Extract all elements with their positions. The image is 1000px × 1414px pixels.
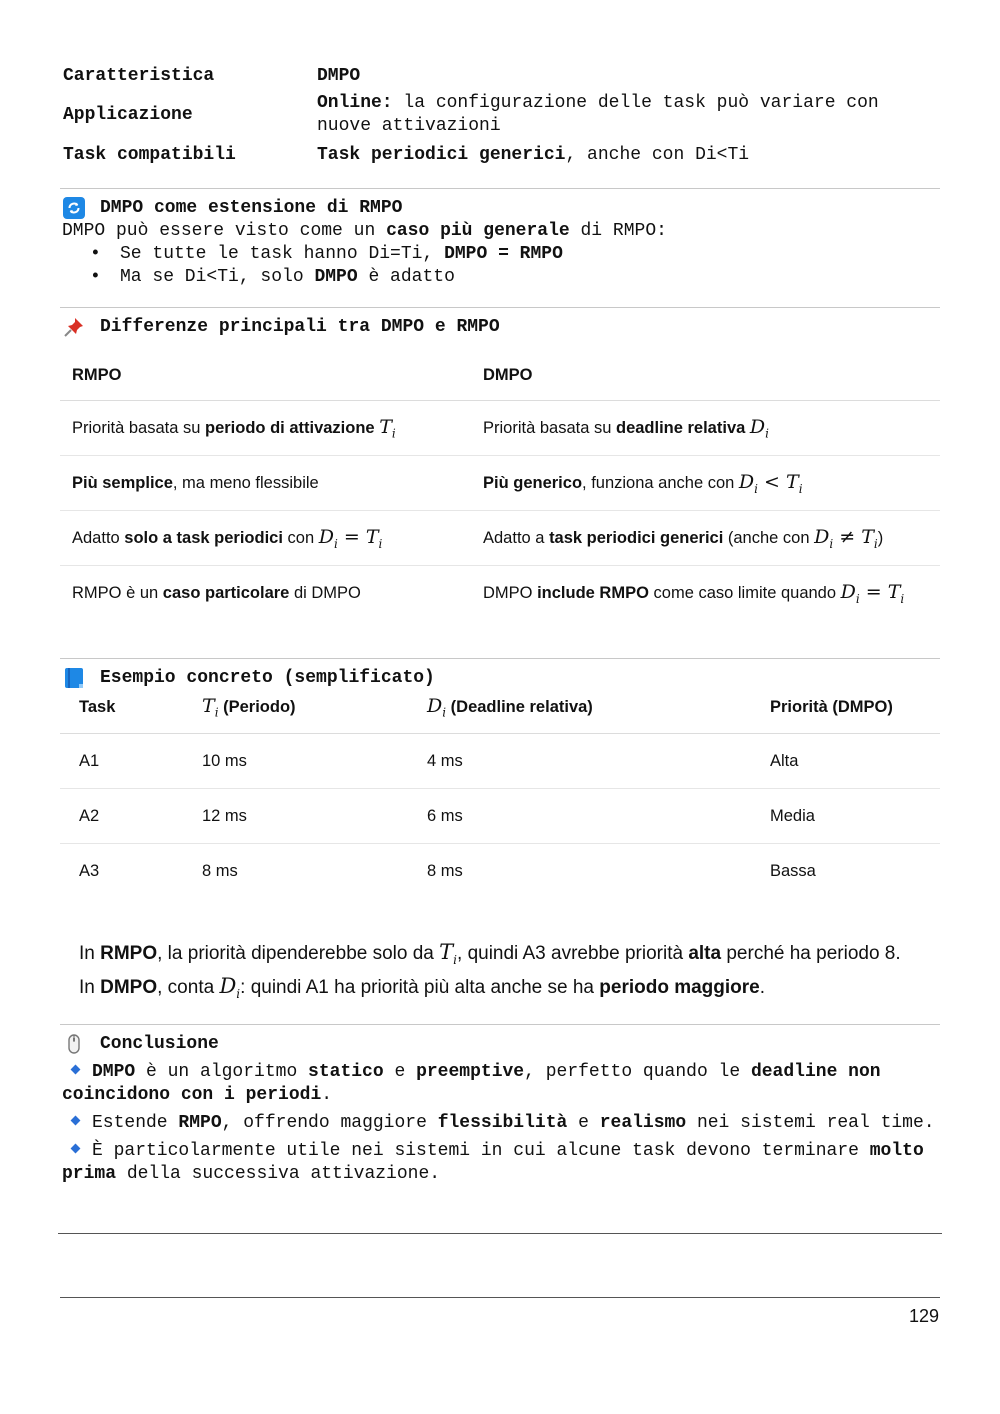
concl-bold: DMPO — [92, 1062, 136, 1082]
header-deadline-label: (Deadline relativa) — [446, 697, 593, 716]
extension-bullets — [62, 243, 667, 289]
example-paragraph-rmpo — [79, 940, 901, 967]
bullet-bold: DMPO — [314, 267, 358, 287]
cell-text: , ma meno flessibile — [172, 473, 319, 492]
footer-rule — [60, 1297, 940, 1298]
section-extension-title-text: DMPO come estensione di RMPO — [100, 198, 403, 218]
table-row — [60, 350, 940, 401]
cell-bold: Più generico — [483, 473, 583, 492]
section-conclusion-title-text: Conclusione — [100, 1034, 219, 1054]
cell-bold: solo a task periodici — [124, 528, 283, 547]
table-row — [60, 681, 940, 734]
char-application-label: Applicazione — [63, 105, 193, 125]
math-symbol: T — [202, 694, 215, 717]
diff-cell — [483, 416, 933, 440]
concl-bold: statico — [308, 1062, 384, 1082]
math-subscript: i — [765, 426, 769, 441]
cell-bold: periodo di attivazione — [204, 418, 375, 437]
cell-text: Adatto — [72, 528, 125, 547]
mouse-icon — [63, 1033, 85, 1055]
cell-text: DMPO — [483, 583, 538, 602]
math-expression: $D_i = T_i$ — [840, 580, 905, 606]
diff-cell — [60, 526, 483, 551]
section-extension-title — [63, 197, 402, 219]
concl-text: nei sistemi real time. — [686, 1113, 935, 1133]
cell-bold: caso particolare — [162, 583, 290, 602]
divider — [60, 188, 940, 189]
cell-deadline: 4 ms — [427, 751, 463, 770]
concl-bold: flessibilità — [437, 1113, 568, 1133]
concl-text: e — [567, 1113, 600, 1133]
table-row — [60, 511, 940, 566]
concl-text: della successiva attivazione. — [116, 1164, 441, 1184]
extension-intro-bold: caso più generale — [386, 221, 570, 241]
bullet-text-end: è adatto — [357, 267, 455, 287]
divider — [60, 658, 940, 659]
section-differences-title — [63, 316, 500, 338]
para-bold: DMPO — [100, 977, 158, 998]
diamond-bullet-icon — [71, 1116, 81, 1126]
concl-bold: deadline non coincidono con i periodi — [62, 1062, 881, 1105]
header-priority: Priorità (DMPO) — [770, 697, 893, 716]
cell-bold: Più semplice — [72, 473, 173, 492]
extension-intro — [62, 220, 667, 243]
diff-cell — [60, 474, 483, 493]
cell-text: Adatto a — [483, 528, 550, 547]
char-application-value — [317, 92, 917, 138]
list-item — [62, 266, 667, 289]
math-expression: $D_i = T_i$ — [318, 525, 383, 551]
para-bold: alta — [688, 943, 722, 964]
concl-text: Estende — [92, 1113, 179, 1133]
cell-text: ) — [877, 528, 884, 547]
math-subscript: i — [391, 426, 396, 441]
header-rmpo: RMPO — [72, 365, 122, 384]
page-number: 129 — [908, 1306, 939, 1326]
concl-bold: preemptive — [416, 1062, 525, 1082]
math-symbol: T — [379, 415, 392, 438]
math-subscript: i — [236, 986, 241, 1001]
char-header-row — [63, 62, 943, 90]
diff-cell — [483, 471, 933, 496]
concl-text: È particolarmente utile nei sistemi in cui alcune task devono terminare — [92, 1141, 870, 1161]
diff-cell — [483, 581, 933, 606]
list-item — [62, 243, 667, 266]
para-text: , quindi A3 avrebbe priorità — [457, 943, 689, 964]
cell-text: Priorità basata su — [483, 418, 616, 437]
section-differences-title-text: Differenze principali tra DMPO e RMPO — [100, 317, 500, 337]
cell-text: di DMPO — [289, 583, 361, 602]
bullet-bold: DMPO = RMPO — [444, 244, 563, 264]
math-symbol: D — [219, 974, 237, 998]
char-tasks-label: Task compatibili — [63, 145, 236, 165]
characteristics-table — [63, 62, 943, 170]
list-item — [62, 1140, 942, 1186]
table-row — [60, 401, 940, 456]
math-expression: $D_i \ne T_i$ — [814, 525, 878, 551]
section-example-title-text: Esempio concreto (semplificato) — [100, 668, 435, 688]
table-row — [60, 456, 940, 511]
math-symbol: D — [427, 694, 443, 717]
extension-intro-b: di RMPO: — [569, 221, 667, 241]
char-header-value: DMPO — [317, 65, 361, 86]
diff-cell — [483, 526, 933, 551]
cell-priority: Media — [770, 806, 815, 825]
cell-priority: Bassa — [770, 861, 816, 880]
cell-task: A2 — [79, 806, 100, 825]
header-dmpo: DMPO — [483, 365, 533, 384]
header-task: Task — [79, 697, 116, 716]
char-application-rest: la configurazione delle task può variare con nuove attivazioni — [317, 93, 879, 136]
diamond-bullet-icon — [71, 1144, 81, 1154]
bullet-text: Ma se Di<Ti, solo — [120, 267, 315, 287]
math-subscript: i — [214, 705, 219, 720]
cell-task: A3 — [79, 861, 100, 880]
cell-text: RMPO è un — [72, 583, 163, 602]
cell-bold: task periodici generici — [549, 528, 724, 547]
math-expression: $D_i < T_i$ — [738, 470, 803, 496]
diff-cell — [60, 416, 483, 440]
para-text: . — [759, 977, 766, 998]
divider — [60, 1024, 940, 1025]
concl-bold: realismo — [599, 1113, 687, 1133]
math-subscript: i — [442, 705, 447, 720]
header-deadline — [427, 695, 770, 719]
cell-text: Priorità basata su — [72, 418, 205, 437]
example-table — [60, 681, 940, 898]
example-paragraph-dmpo — [79, 974, 765, 1001]
char-application-bold: Online: — [317, 93, 393, 113]
char-application-row — [63, 90, 943, 140]
diff-cell — [60, 584, 483, 603]
pushpin-icon — [63, 316, 85, 338]
cell-period: 8 ms — [202, 861, 238, 880]
list-item — [62, 1061, 942, 1107]
concl-text: , perfetto quando le — [524, 1062, 751, 1082]
list-item — [62, 1112, 942, 1135]
concl-text: è un algoritmo — [135, 1062, 309, 1082]
concl-text: e — [383, 1062, 417, 1082]
cell-period: 12 ms — [202, 806, 247, 825]
cell-bold: include RMPO — [537, 583, 649, 602]
cell-bold: deadline relativa — [615, 418, 746, 437]
conclusion-list — [62, 1061, 942, 1191]
header-period-label: (Periodo) — [218, 697, 296, 716]
concl-text: . — [321, 1085, 333, 1105]
para-text: , conta — [157, 977, 220, 998]
cell-text: come caso limite quando — [648, 583, 841, 602]
cell-priority: Alta — [770, 751, 799, 770]
math-subscript: i — [453, 952, 458, 967]
section-conclusion-title — [63, 1033, 219, 1055]
cell-text: , funziona anche con — [582, 473, 739, 492]
extension-intro-a: DMPO può essere visto come un — [62, 221, 387, 241]
cell-deadline: 8 ms — [427, 861, 463, 880]
para-bold: periodo maggiore — [599, 977, 760, 998]
concl-bold: molto prima — [62, 1141, 924, 1184]
refresh-icon — [63, 197, 85, 219]
cell-period: 10 ms — [202, 751, 247, 770]
para-text: , la priorità dipenderebbe solo da — [157, 943, 440, 964]
differences-table — [60, 350, 940, 620]
cell-task: A1 — [79, 751, 100, 770]
char-tasks-rest: , anche con Di<Ti — [565, 144, 750, 165]
table-row — [60, 789, 940, 844]
math-symbol: D — [749, 415, 766, 438]
diamond-bullet-icon — [71, 1065, 81, 1075]
table-row — [60, 844, 940, 898]
char-header-label: Caratteristica — [63, 66, 215, 86]
cell-deadline: 6 ms — [427, 806, 463, 825]
cell-text: con — [282, 528, 319, 547]
cell-text: (anche con — [723, 528, 815, 547]
char-tasks-row — [63, 140, 943, 170]
math-symbol: T — [439, 940, 454, 964]
char-tasks-value — [317, 144, 917, 167]
para-text: In — [79, 977, 101, 998]
para-bold: RMPO — [100, 943, 158, 964]
bullet-text: Se tutte le task hanno Di=Ti, — [120, 244, 445, 264]
header-period — [202, 695, 427, 719]
table-row — [60, 734, 940, 789]
concl-text: , offrendo maggiore — [221, 1113, 438, 1133]
concl-bold: RMPO — [178, 1113, 222, 1133]
table-row — [60, 566, 940, 620]
char-tasks-bold: Task periodici generici — [317, 144, 566, 165]
section-extension-body — [62, 220, 667, 289]
para-text: : quindi A1 ha priorità più alta anche se ha — [240, 977, 600, 998]
divider — [60, 307, 940, 308]
section-end-rule — [58, 1233, 942, 1234]
para-text: In — [79, 943, 101, 964]
para-text: perché ha periodo 8. — [721, 943, 901, 964]
